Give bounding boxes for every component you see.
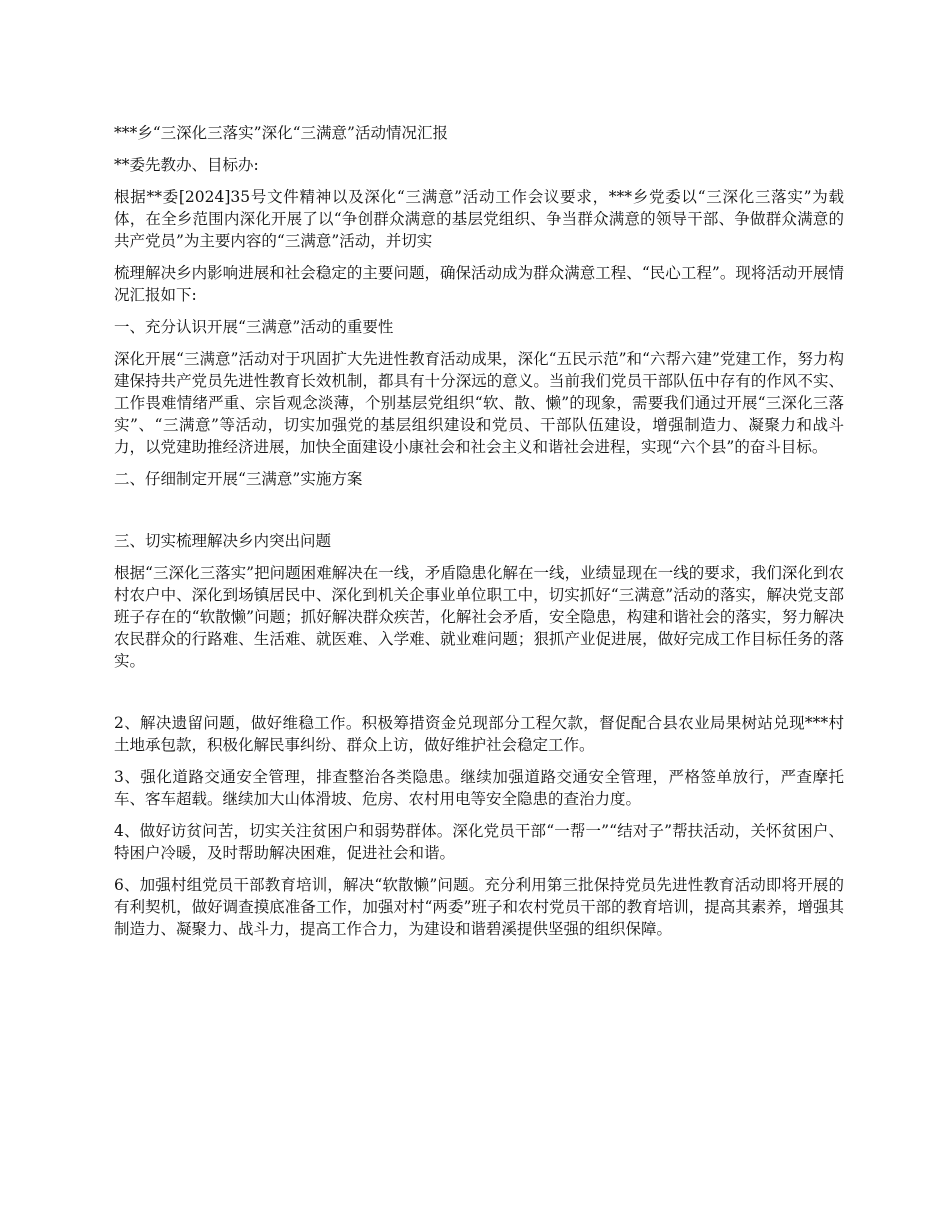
paragraph-section-1: 深化开展“三满意”活动对于巩固扩大先进性教育活动成果，深化“五民示范”和“六帮六建”党建工作，努力构建保持共产党员先进性教育长效机制，都具有十分深远的意义。当前我们党员干部队伍中存有的作风不实、工作畏难情绪严重、宗旨观念淡薄，个别基层党组织“软、散、懒”的现象，需要我们通过开展“三深化三落实”、“三满意”等活动，切实加强党的基层组织建设和党员、干部队伍建设，增强制造力、凝聚力和战斗力，以党建助推经济进展，加快全面建设小康社会和社会主义和谐社会进程，实现“六个县”的奋斗目标。 [114,350,844,456]
section-heading-1: 一、充分认识开展“三满意”活动的重要性 [114,318,394,336]
paragraph-section-3: 根据“三深化三落实”把问题困难解决在一线，矛盾隐患化解在一线，业绩显现在一线的要求，我们深化到农村农户中、深化到场镇居民中、深化到机关企事业单位职工中，切实抓好“三满意”活动的落实，解决党支部班子存在的“软散懒”问题；抓好解决群众疾苦，化解社会矛盾，安全隐患，构建和谐社会的落实，努力解决农民群众的行路难、生活难、就医难、入学难、就业难问题；狠抓产业促进展，做好完成工作目标任务的落实。 [114,564,844,670]
paragraph-intro-continued: 梳理解决乡内影响进展和社会稳定的主要问题，确保活动成为群众满意工程、“民心工程”。现将活动开展情况汇报如下: [114,264,844,304]
list-item-3: 3、强化道路交通安全管理，排查整治各类隐患。继续加强道路交通安全管理，严格签单放行，严查摩托车、客车超载。继续加大山体滑坡、危房、农村用电等安全隐患的查治力度。 [114,768,844,808]
paragraph-intro: 根据**委[2024]35号文件精神以及深化“三满意”活动工作会议要求，***乡党委以“三深化三落实”为载体，在全乡范围内深化开展了以“争创群众满意的基层党组织、争当群众满意的领导干部、争做群众满意的共产党员”为主要内容的“三满意”活动，并切实 [114,188,844,250]
section-heading-3: 三、切实梳理解决乡内突出问题 [114,532,332,550]
document-title: ***乡“三深化三落实”深化“三满意”活动情况汇报 [114,124,448,142]
list-item-4: 4、做好访贫问苦，切实关注贫困户和弱势群体。深化党员干部“一帮一”“结对子”帮扶活动，关怀贫困户、特困户冷暖，及时帮助解决困难，促进社会和谐。 [114,822,844,862]
list-item-6: 6、加强村组党员干部教育培训，解决“软散懒”问题。充分利用第三批保持党员先进性教育活动即将开展的有利契机，做好调查摸底准备工作，加强对村“两委”班子和农村党员干部的教育培训，提高其素养，增强其制造力、凝聚力、战斗力，提高工作合力，为建设和谐碧溪提供坚强的组织保障。 [114,876,844,938]
section-heading-2: 二、仔细制定开展“三满意”实施方案 [114,470,363,488]
recipient-line: **委先教办、目标办: [114,156,259,174]
list-item-2: 2、解决遗留问题，做好维稳工作。积极筹措资金兑现部分工程欠款，督促配合县农业局果树站兑现***村土地承包款，积极化解民事纠纷、群众上访，做好维护社会稳定工作。 [114,714,844,754]
document-page [114,122,844,950]
